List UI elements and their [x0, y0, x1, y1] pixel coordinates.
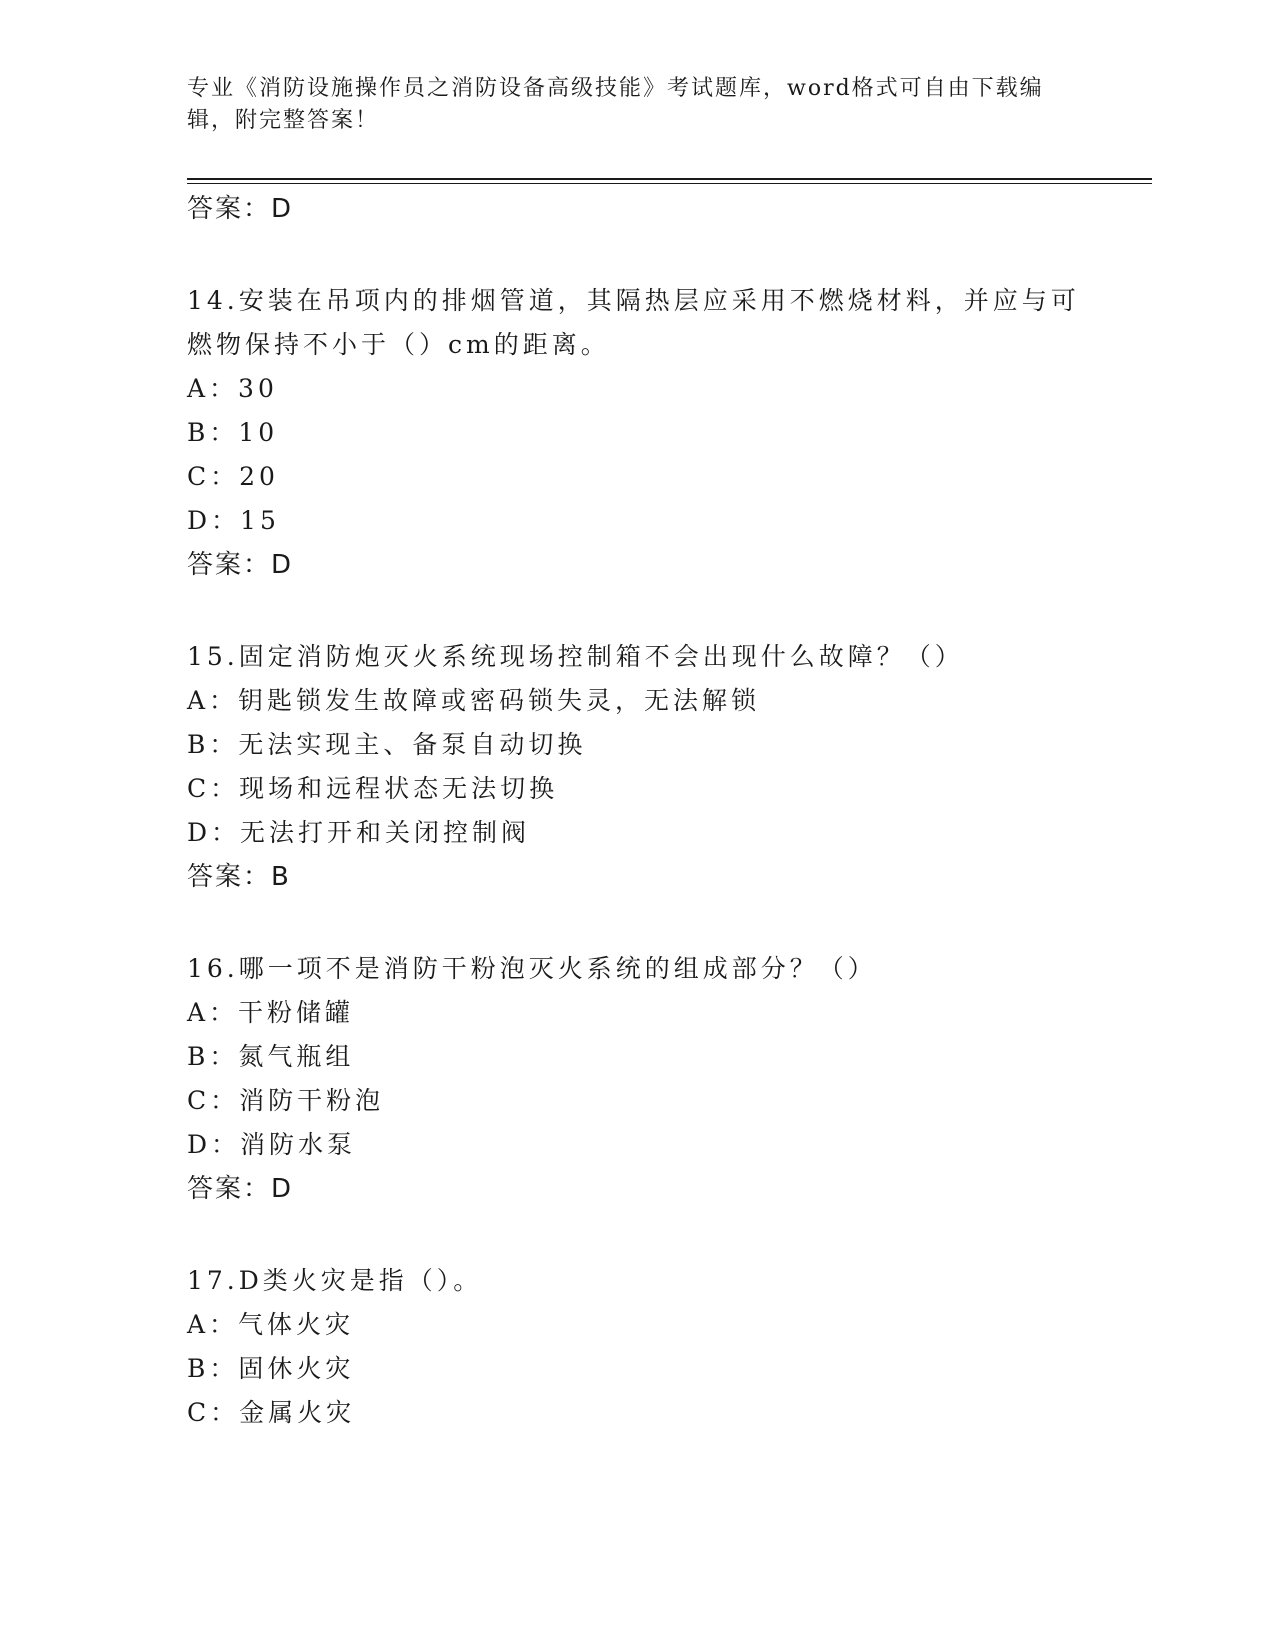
q14-stem-line-1: 14.安装在吊项内的排烟管道，其隔热层应采用不燃烧材料，并应与可 [187, 286, 1080, 315]
q17-option-b: B：固休火灾 [187, 1354, 355, 1383]
q15-stem-line-1: 15.固定消防炮灭火系统现场控制箱不会出现什么故障？（） [187, 642, 964, 671]
header-rule-thick [187, 178, 1152, 180]
prev-answer: 答案：D [187, 194, 294, 224]
q16-stem-line-1: 16.哪一项不是消防干粉泡灭火系统的组成部分？（） [187, 954, 877, 983]
q14-answer: 答案：D [187, 550, 294, 580]
q17-option-a: A：气体火灾 [187, 1310, 355, 1339]
q17-option-c: C：金属火灾 [187, 1398, 356, 1427]
q14-option-c: C：20 [187, 462, 279, 491]
q16-option-d: D：消防水泵 [187, 1130, 357, 1159]
q17-stem-line-1: 17.D类火灾是指（）。 [187, 1266, 483, 1295]
q15-option-c: C：现场和远程状态无法切换 [187, 774, 559, 803]
q14-stem-line-2: 燃物保持不小于（）cm的距离。 [187, 330, 610, 359]
document-header [187, 73, 1087, 137]
q15-option-d: D：无法打开和关闭控制阀 [187, 818, 531, 847]
q15-option-b: B：无法实现主、备泵自动切换 [187, 730, 587, 759]
header-rule-thin [187, 183, 1152, 184]
q16-option-c: C：消防干粉泡 [187, 1086, 385, 1115]
header-line-2: 辑，附完整答案！ [187, 108, 380, 133]
q14-option-d: D：15 [187, 506, 280, 535]
q15-option-a: A：钥匙锁发生故障或密码锁失灵，无法解锁 [187, 686, 761, 715]
header-line-1: 专业《消防设施操作员之消防设备高级技能》考试题库，word格式可自由下载编 [187, 76, 1044, 101]
q16-option-a: A：干粉储罐 [187, 998, 355, 1027]
q14-option-b: B：10 [187, 418, 279, 447]
q16-answer: 答案：D [187, 1174, 294, 1204]
q15-answer: 答案：B [187, 862, 291, 892]
q16-option-b: B：氮气瓶组 [187, 1042, 355, 1071]
q14-option-a: A：30 [187, 374, 278, 403]
